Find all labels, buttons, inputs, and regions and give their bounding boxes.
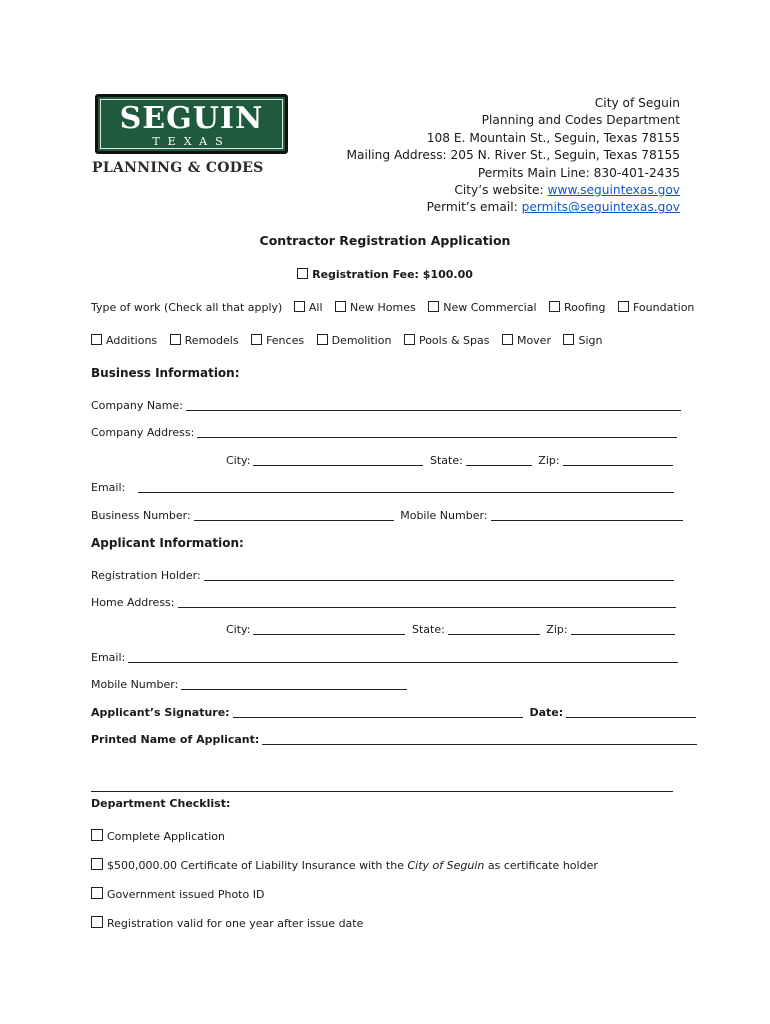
business-mobile-field[interactable] — [491, 509, 683, 521]
work-all-checkbox[interactable] — [294, 301, 305, 312]
work-new-homes-checkbox[interactable] — [335, 301, 346, 312]
company-address-label: Company Address: — [91, 426, 195, 439]
applicant-state-label: State: — [411, 623, 445, 636]
company-name-row — [91, 399, 684, 412]
website-label: City’s website: — [454, 183, 544, 198]
company-address-row — [91, 426, 680, 439]
work-type-row-1 — [91, 301, 703, 314]
work-all-label: All — [308, 301, 323, 314]
contact-email-row — [347, 199, 680, 216]
work-pools-spas-label: Pools & Spas — [418, 334, 490, 347]
business-email-row — [91, 481, 677, 494]
checklist-item-insurance — [91, 858, 598, 872]
applicant-city-label: City: — [226, 623, 251, 636]
work-type-label: Type of work (Check all that apply) — [91, 301, 283, 314]
website-link[interactable]: www.seguintexas.gov — [547, 183, 680, 198]
registration-holder-label: Registration Holder: — [91, 569, 201, 582]
applicant-mobile-field[interactable] — [181, 678, 407, 690]
work-demolition-label: Demolition — [331, 334, 392, 347]
work-sign-checkbox[interactable] — [563, 334, 574, 345]
work-roofing-label: Roofing — [564, 301, 606, 314]
checklist-validity-label: Registration valid for one year after issue date — [107, 917, 364, 930]
printed-name-label: Printed Name of Applicant: — [91, 733, 260, 746]
work-fences-checkbox[interactable] — [251, 334, 262, 345]
registration-holder-row — [91, 569, 677, 582]
work-foundation-label: Foundation — [633, 301, 695, 314]
fee-checkbox[interactable] — [297, 268, 308, 279]
home-address-row — [91, 596, 679, 609]
work-foundation-checkbox[interactable] — [618, 301, 629, 312]
work-mover-checkbox[interactable] — [502, 334, 513, 345]
checklist-insurance-label-end: as certificate holder — [484, 859, 598, 872]
work-type-row-2 — [91, 334, 611, 347]
work-new-commercial-checkbox[interactable] — [428, 301, 439, 312]
business-mobile-label: Mobile Number: — [400, 509, 488, 522]
email-link[interactable]: permits@seguintexas.gov — [521, 200, 680, 215]
logo-department: PLANNING & CODES — [92, 160, 264, 176]
company-name-field[interactable] — [186, 399, 681, 411]
registration-holder-field[interactable] — [204, 569, 674, 581]
signature-row — [91, 706, 699, 719]
business-number-row — [91, 509, 686, 522]
logo-state: TEXAS — [152, 135, 231, 148]
work-roofing-checkbox[interactable] — [549, 301, 560, 312]
checklist-item-application — [91, 829, 225, 843]
applicant-email-field[interactable] — [128, 651, 678, 663]
email-label: Permit’s email: — [426, 200, 518, 215]
work-remodels-label: Remodels — [184, 334, 239, 347]
home-address-field[interactable] — [178, 596, 676, 608]
applicant-email-label: Email: — [91, 651, 126, 664]
business-city-row — [226, 454, 676, 467]
business-zip-label: Zip: — [538, 454, 560, 467]
checklist-validity-checkbox[interactable] — [91, 916, 103, 928]
checklist-photo-id-checkbox[interactable] — [91, 887, 103, 899]
applicant-city-field[interactable] — [253, 623, 405, 635]
business-email-label: Email: — [91, 481, 126, 494]
business-number-field[interactable] — [194, 509, 394, 521]
signature-label: Applicant’s Signature: — [91, 706, 230, 719]
work-demolition-checkbox[interactable] — [317, 334, 328, 345]
company-name-label: Company Name: — [91, 399, 183, 412]
registration-fee — [0, 268, 770, 281]
checklist-insurance-label-start: $500,000.00 Certificate of Liability Insurance with the — [107, 859, 408, 872]
section-divider — [91, 791, 673, 792]
date-label: Date: — [529, 706, 564, 719]
contact-address: 108 E. Mountain St., Seguin, Texas 78155 — [426, 130, 680, 145]
work-pools-spas-checkbox[interactable] — [404, 334, 415, 345]
page-title: Contractor Registration Application — [259, 233, 511, 248]
checklist-insurance-city: City of Seguin — [407, 859, 485, 872]
home-address-label: Home Address: — [91, 596, 175, 609]
contact-website-row — [347, 182, 680, 199]
checklist-heading: Department Checklist: — [91, 797, 231, 810]
work-mover-label: Mover — [516, 334, 551, 347]
checklist-application-label: Complete Application — [107, 830, 225, 843]
logo-name: SEGUIN — [119, 101, 264, 136]
applicant-zip-label: Zip: — [546, 623, 568, 636]
contact-block — [347, 95, 680, 217]
signature-field[interactable] — [233, 706, 523, 718]
checklist-insurance-checkbox[interactable] — [91, 858, 103, 870]
applicant-heading: Applicant Information: — [91, 536, 244, 550]
checklist-item-validity — [91, 916, 363, 930]
business-heading: Business Information: — [91, 366, 240, 380]
work-new-commercial-label: New Commercial — [443, 301, 537, 314]
date-field[interactable] — [566, 706, 696, 718]
business-number-label: Business Number: — [91, 509, 191, 522]
fee-label: Registration Fee: $100.00 — [312, 268, 473, 281]
checklist-photo-id-label: Government issued Photo ID — [107, 888, 265, 901]
business-email-field[interactable] — [138, 481, 674, 493]
work-new-homes-label: New Homes — [350, 301, 416, 314]
applicant-mobile-label: Mobile Number: — [91, 678, 179, 691]
applicant-zip-field[interactable] — [571, 623, 675, 635]
checklist-item-photo-id — [91, 887, 264, 901]
business-state-label: State: — [429, 454, 463, 467]
company-address-field[interactable] — [197, 426, 677, 438]
contact-phone: Permits Main Line: 830-401-2435 — [477, 165, 680, 180]
applicant-state-field[interactable] — [448, 623, 540, 635]
work-additions-checkbox[interactable] — [91, 334, 102, 345]
applicant-mobile-row — [91, 678, 410, 691]
seguin-logo — [95, 94, 288, 154]
printed-name-row — [91, 733, 700, 746]
work-remodels-checkbox[interactable] — [170, 334, 181, 345]
checklist-application-checkbox[interactable] — [91, 829, 103, 841]
business-city-field[interactable] — [253, 454, 423, 466]
printed-name-field[interactable] — [262, 733, 697, 745]
work-fences-label: Fences — [266, 334, 305, 347]
business-state-field[interactable] — [466, 454, 532, 466]
contact-department: Planning and Codes Department — [481, 113, 680, 128]
business-zip-field[interactable] — [563, 454, 673, 466]
applicant-city-row — [226, 623, 678, 636]
contact-mailing: Mailing Address: 205 N. River St., Seguin, Texas 78155 — [346, 148, 680, 163]
applicant-email-row — [91, 651, 681, 664]
business-city-label: City: — [226, 454, 251, 467]
work-additions-label: Additions — [106, 334, 158, 347]
contact-city: City of Seguin — [594, 96, 680, 110]
work-sign-label: Sign — [578, 334, 603, 347]
